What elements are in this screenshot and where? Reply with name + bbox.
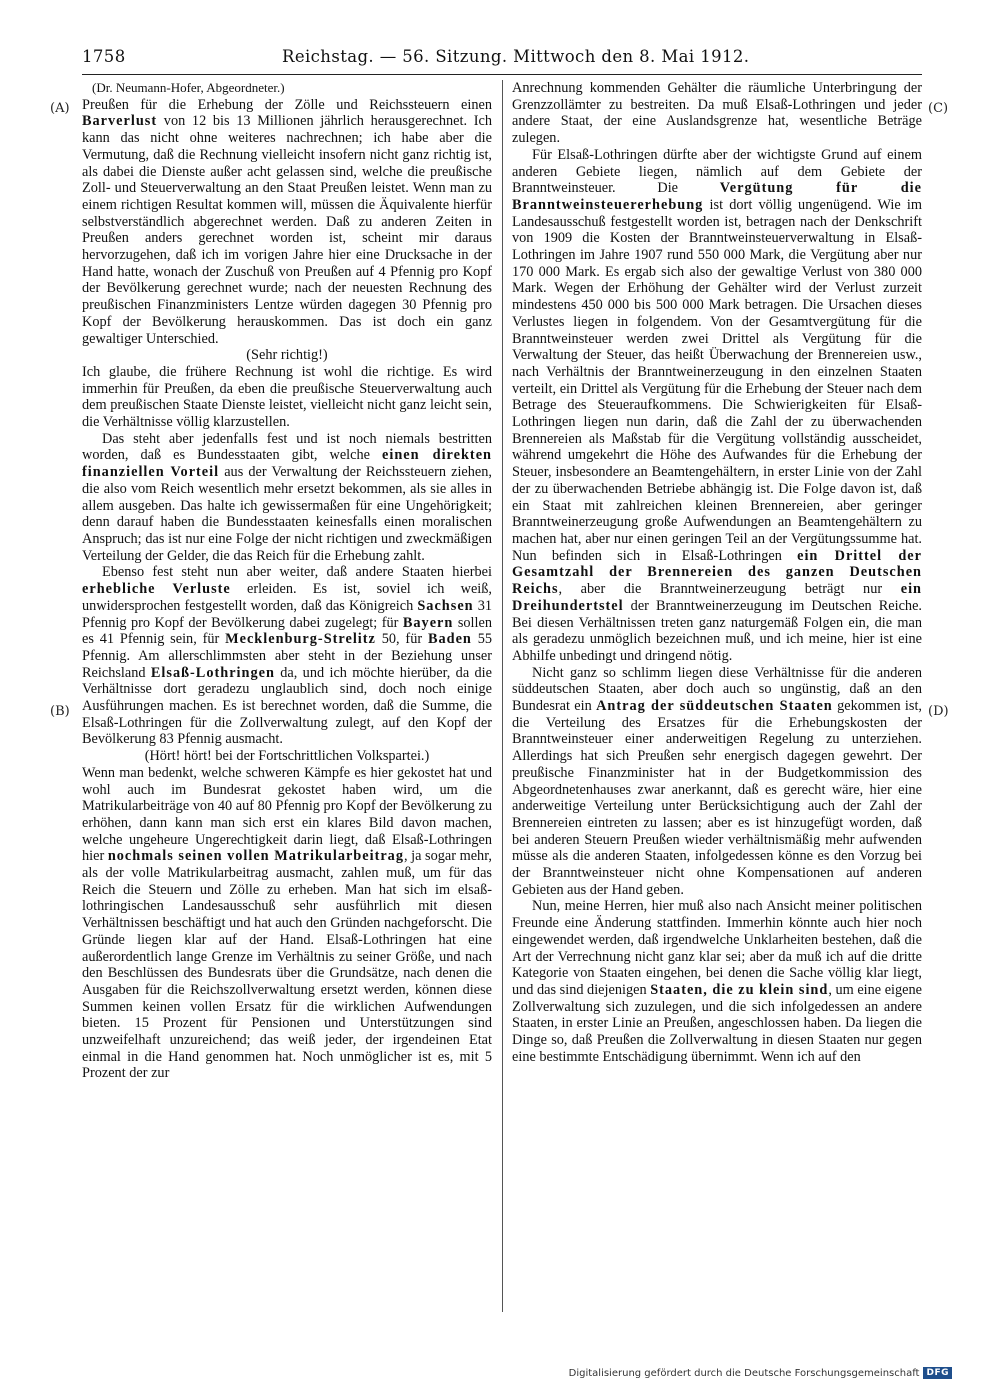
interjection: (Sehr richtig!) (246, 347, 328, 364)
emphasis: Vergütung für die Branntweinsteuererhebung (512, 180, 922, 213)
paragraph: Wenn man bedenkt, welche schweren Kämpfe es hier gekostet hat und wohl auch im Bundesrat gekostet haben wird, um die Matrikularbeiträge von 40 auf 80 Pfennig pro Kopf der Bevölkerung zu erhöhen, dann kann man sich erst ein klares Bild davon machen, welche ungeheure Ungerechtigkeit darin liegt, daß Elsaß-Lothringen hier nochmals seinen vollen Matrikularbeitrag, ja sogar mehr, als der volle Matrikularbeitrag ausmacht, zahlen muß, um für das Reich die Steuern und Zölle zu erheben. Man hat sich im elsaß-lothringischen Landesausschuß sehr ausführlich mit diesen Verhältnissen beschäftigt und hat auch den Gründen nachgeforscht. Die Gründe liegen klar auf der Hand. Elsaß-Lothringen hat eine außerordentlich lange Grenze im Verhältnis zu seiner Größe, und nach den Beschlüssen des Bundesrats über die Grundsätze, nach denen die Ausgaben für die Reichszollverwaltung ersetzt werden, können diese Summen keinen vollen Ersatz für die wirklichen Aufwendungen bieten. 15 Prozent für Pensionen und Unterstützungen sind unzweifelhaft unzureichend; das weiß jeder, der irgendeinen Etat einmal in die Hand genommen hat. Noch unmöglicher ist es, mit 5 Prozent der zur (82, 764, 492, 1082)
emphasis: ein Dreihundertstel (512, 581, 922, 614)
emphasis: Mecklenburg-Strelitz (225, 631, 376, 648)
margin-mark-a: (A) (50, 101, 70, 116)
page-number: 1758 (82, 47, 126, 66)
paragraph: Für Elsaß-Lothringen dürfte aber der wichtigste Grund auf einem anderen Gebiete liegen, nämlich auf dem Gebiete der Branntweinsteuer. Die Vergütung für die Branntweinsteuererhebung ist dort völlig ungenügend. Wie im Landesausschuß festgestellt worden ist, betragen nach der Denkschrift von 1909 die Kosten der Branntweinsteuerverwaltung in Elsaß-Lothringen im Jahre 1907 rund 550 000 Mark, die Vergütung aber nur 170 000 Mark. Es ergab sich also der gewaltige Verlust von 380 000 Mark. Wegen der Erhöhung der Gehälter wird der Verlust zurzeit mindestens 450 000 bis 500 000 Mark betragen. Die Ursachen dieses Verlustes liegen in folgendem. Von der Gesamtvergütung für die Branntweinsteuer werden zwei Drittel als Vergütung für die Verwaltung der Steuer, das heißt Überwachung der Brennereien usw., nach Verhältnis der Branntweinerzeugung in den einzelnen Staaten verteilt, ein Drittel als Vergütung für die Erhebung der Steuer nach dem Betrage des Steueraufkommens. Die Schwierigkeiten für Elsaß-Lothringen liegen nun darin, daß die Zahl der zu überwachenden Brennereien als Maßstab für die Vergütung vollständig ausscheidet, während umgekehrt die Höhe des Aufwandes für die Erhebung der Steuer, insbesondere an Beamtengehältern, in erster Linie von der Zahl der zu überwachenden Betriebe abhängig ist. Die Folge davon ist, daß ein Staat mit zahlreichen kleinen Brennereien, aber geringer Branntweinerzeugung große Aufwendungen an Beamtengehältern zu machen hat, aber nur einen geringen Teil an der Vergütungssumme hat. Nun befinden sich in Elsaß-Lothringen ein Drittel der Gesamtzahl der Brennereien des ganzen Deutschen Reichs, aber die Branntweinerzeugung beträgt nur ein Dreihundertstel der Branntweinerzeugung im Deutschen Reiche. Bei diesen Verhältnissen treten ganz naturgemäß Folgen ein, die man als geradezu unmöglich bezeichnen muß, und ich meine, hier ist eine Abhilfe unbedingt und dringend nötig. (512, 146, 922, 664)
right-column (512, 80, 922, 1312)
emphasis: Sachsen (417, 597, 474, 614)
paragraph: Ich glaube, die frühere Rechnung ist wohl die richtige. Es wird immerhin für Preußen, da eben die preußische Steuerverwaltung auch dem preußischen Staate Dienste leistet, vielleicht nicht ganz leicht sein, die Verhältnisse völlig klarzustellen. (82, 363, 492, 431)
digitization-credit (569, 1366, 952, 1380)
emphasis: Elsaß-Lothringen (150, 664, 275, 681)
emphasis: Staaten, die zu klein sind (650, 981, 829, 998)
emphasis: ein Drittel der Gesamtzahl der Brennereien des ganzen Deutschen Reichs (512, 547, 922, 598)
credit-text: Digitalisierung gefördert durch die Deutsche Forschungsgemeinschaft (568, 1367, 920, 1379)
page-header (82, 47, 922, 71)
paragraph: Ebenso fest steht nun aber weiter, daß andere Staaten hierbei erhebliche Verluste erleiden. Es ist, soviel ich weiß, unwidersprochen festgestellt worden, daß das Königreich Sachsen 31 Pfennig pro Kopf der Bevölkerung dabei zugelegt; für Bayern sollen es 41 Pfennig sein, für Mecklenburg-Strelitz 50, für Baden 55 Pfennig. Am allerschlimmsten aber steht in der Beziehung unser Reichsland Elsaß-Lothringen da, und ich möchte hierüber, da die Verhältnisse dort geradezu unglaublich sind, doch noch einige Ausführungen machen. Es ist berechnet worden, daß die Summe, die Elsaß-Lothringen für die Zollverwaltung zulegt, auf den Kopf der Bevölkerung 83 Pfennig ausmacht. (82, 564, 492, 748)
paragraph: Preußen für die Erhebung der Zölle und Reichssteuern einen Barverlust von 12 bis 13 Millionen jährlich herausgerechnet. Ich kann das nicht ohne weiteres nachrechnen; ich habe aber die Vermutung, daß die Rechnung vielleicht insofern nicht ganz richtig ist, als dabei die Dienste außer acht gelassen sind, welche die preußische Zoll- und Steuerverwaltung an den Staat Preußen leistet. Wenn man zu einem richtigen Resultat kommen will, müssen die Äquivalente hierfür selbstverständlich abgerechnet werden. Daß zu anderen Zeiten in Preußen anders gerechnet worden ist, scheint mir daraus hervorzugehen, daß ich im vorigen Jahre hier eine Drucksache in der Hand hatte, wonach der Zuschuß von Preußen auf 4 Pfennig pro Kopf der Bevölkerung gerechnet wurde; nach der neuesten Rechnung des preußischen Finanzministers Lentze würden dagegen 30 Pfennig pro Kopf der Bevölkerung herauskommen. Das ist doch ein ganz gewaltiger Unterschied. (82, 96, 492, 347)
column-divider (502, 80, 503, 1312)
paragraph: Das steht aber jedenfalls fest und ist noch niemals bestritten worden, daß es Bundesstaaten gibt, welche einen direkten finanziellen Vorteil aus der Verwaltung der Reichssteuern ziehen, die also vom Reich wesentlich mehr ersetzt bekommen, als sie alles in allem ausgeben. Das halte ich gewissermaßen für eine Ungehörigkeit; denn darauf haben die Bundesstaaten keinesfalls einen moralischen Anspruch; das ist nur eine Folge der nicht richtigen und zweckmäßigen Verteilung der Gelder, die das Reich für die Erhebung zahlt. (82, 430, 492, 564)
speaker-attribution: (Dr. Neumann-Hofer, Abgeordneter.) (92, 80, 285, 95)
margin-mark-d: (D) (928, 704, 949, 719)
header-rule (82, 74, 922, 75)
emphasis: erhebliche Verluste (82, 581, 231, 598)
emphasis: nochmals seinen vollen Matrikularbeitrag (107, 848, 404, 865)
emphasis: Barverlust (82, 113, 158, 130)
emphasis: Baden (427, 631, 472, 648)
running-title: Reichstag. — 56. Sitzung. Mittwoch den 8. Mai 1912. (282, 47, 750, 66)
margin-mark-c: (C) (928, 101, 949, 116)
margin-mark-b: (B) (50, 704, 70, 719)
emphasis: Bayern (402, 614, 454, 631)
paragraph: Nicht ganz so schlimm liegen diese Verhältnisse für die anderen süddeutschen Staaten, aber doch auch so ungünstig, daß an den Bundesrat ein Antrag der süddeutschen Staaten gekommen ist, die Verteilung des Ersatzes für die Erhebungskosten der Branntweinsteuer einer anderweitigen Regelung zu unterziehen. Allerdings hat sich Preußen sehr energisch dagegen gewehrt. Der preußische Finanzminister hat in der Budgetkommission des Abgeordnetenhauses zwar anerkannt, daß es gerecht wäre, hier eine anderweitige Verteilung unter Berücksichtigung auch der Zahl der Brennereien eintreten zu lassen; aber es ist hinzugefügt worden, daß bei anderen Steuern Preußen wieder verhältnismäßig mehr aufwenden müsse als die anderen Staaten, infolgedessen könne es den Vorzug bei der Branntweinsteuer nicht ohne Kompensationen auf anderen Gebieten aus der Hand geben. (512, 664, 922, 898)
left-column (82, 80, 492, 1312)
emphasis: einen direkten finanziellen Vorteil (82, 447, 492, 481)
paragraph: Anrechnung kommenden Gehälter die räumliche Unterbringung der Grenzzollämter zu bestreiten. Da muß Elsaß-Lothringen und jeder andere Staat, der eine Auslandsgrenze hat, wesentliche Beträge zulegen. (512, 80, 922, 147)
interjection: (Hört! hört! bei der Fortschrittlichen Volkspartei.) (144, 748, 430, 765)
paragraph: Nun, meine Herren, hier muß also nach Ansicht meiner politischen Freunde eine Änderung stattfinden. Immerhin könnte auch hier noch eingewendet werden, daß irgendwelche Unklarheiten bestehen, daß die Art der Verrechnung nicht ganz klar sei; aber da muß ich auf die dritte Kategorie von Staaten eingehen, bei denen die Sache völlig klar liegt, und das sind diejenigen Staaten, die zu klein sind, um eine eigene Zollverwaltung sich zuzulegen, und die sich infolgedessen an andere Staaten, in erster Linie an Preußen, angeschlossen haben. Da liegen die Dinge so, daß Preußen die Zollverwaltung in diesen Staaten nur gegen eine bestimmte Entschädigung übernimmt. Wenn ich auf den (512, 898, 922, 1065)
emphasis: Antrag der süddeutschen Staaten (596, 698, 833, 715)
dfg-logo: DFG (923, 1367, 952, 1379)
